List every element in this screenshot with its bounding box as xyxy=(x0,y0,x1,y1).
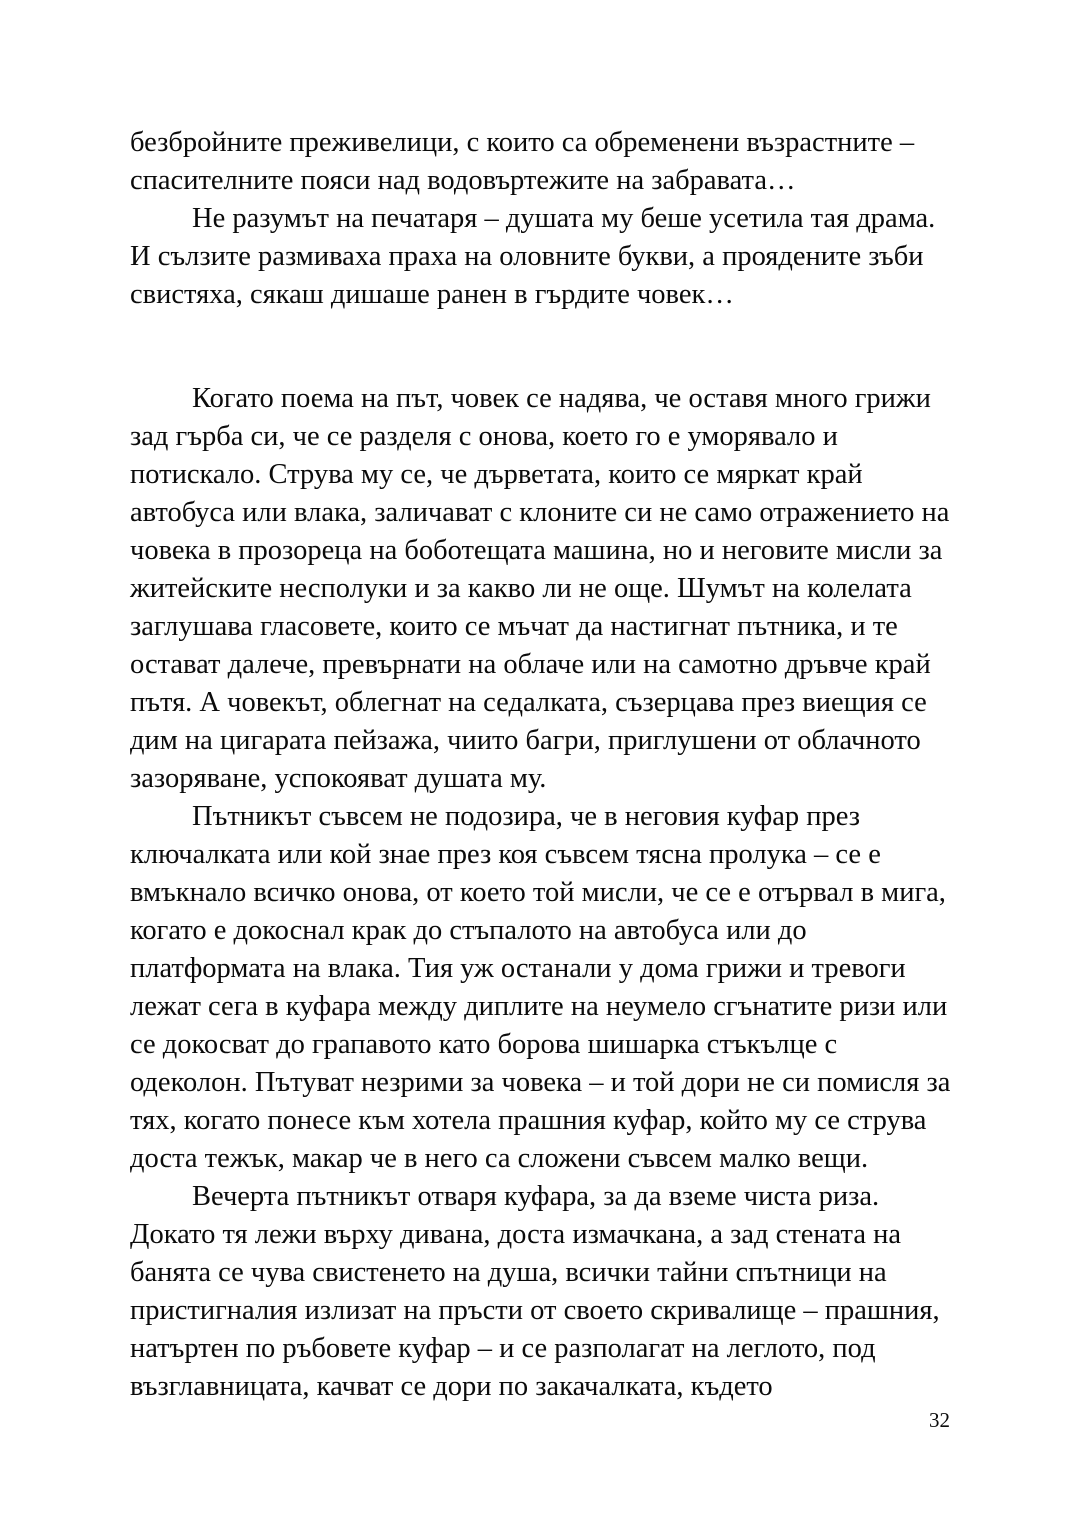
page-number: 32 xyxy=(929,1408,950,1432)
paragraph: Не разумът на печатаря – душата му беше усетила тая драма. И сълзите размиваха праха на оловните букви, а проядените зъби свистяха, сякаш дишаше ранен в гърдите човек… xyxy=(130,203,936,310)
paragraph: Пътникът съвсем не подозира, че в неговия куфар през ключалката или кой знае през коя съвсем тясна пролука – се е вмъкнало всичко онова, от което той мисли, че се е отървал в мига, когато е докоснал крак до стъпалото на автобуса или до платформата на влака. Тия уж останали у дома грижи и тревоги лежат сега в куфара между диплите на неумело сгънатите ризи или се докосват до грапавото като борова шишарка стъкълце с одеколон. Пътуват незрими за човека – и той дори не си помисля за тях, когато понесе към хотела прашния куфар, който му се струва доста тежък, макар че в него са сложени съвсем малко вещи. xyxy=(130,801,951,1174)
paragraph: Когато поема на път, човек се надява, че оставя много грижи зад гърба си, че се разделя с онова, което го е уморявало и потискало. Струва му се, че дърветата, които се мяркат край автобуса или влака, заличават с клоните си не само отражението на човека в прозореца на боботещата машина, но и неговите мисли за житейските несполуки и за какво ли не още. Шумът на колелата заглушава гласовете, които се мъчат да настигнат пътника, и те остават далече, превърнати на облаче или на самотно дръвче край пътя. А човекът, облегнат на седалката, съзерцава през виещия се дим на цигарата пейзажа, чиито багри, приглушени от облачното зазоряване, успокояват душата му. xyxy=(130,383,950,794)
page-text xyxy=(130,124,954,1406)
paragraph-continuation: безбройните преживелици, с които са обременени възрастните – спасителните пояси над водовъртежите на забравата… xyxy=(130,127,915,196)
paragraph: Вечерта пътникът отваря куфара, за да вземе чиста риза. Докато тя лежи върху дивана, доста измачкана, а зад стената на банята се чува свистенето на душа, всички тайни спътници на пристигналия излизат на пръсти от своето скривалище – прашния, натъртен по ръбовете куфар – и се разполагат на леглото, под възглавницата, качват се дори по закачалката, където xyxy=(130,1181,940,1402)
